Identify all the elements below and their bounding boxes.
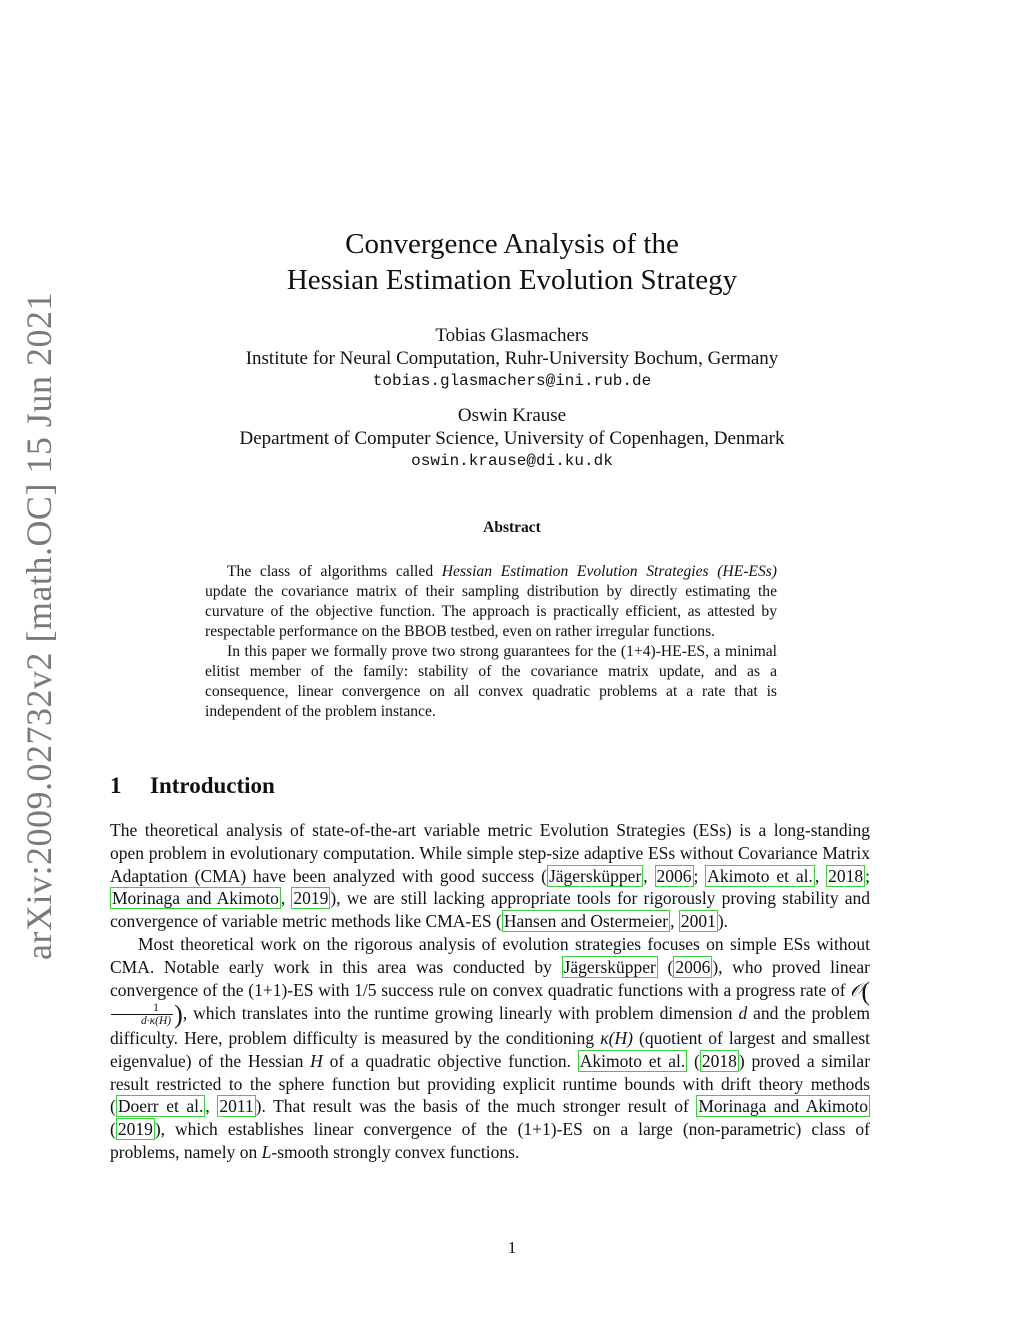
intro-paragraph-1: The theoretical analysis of state-of-the-art variable metric Evolution Strategies (ESs) is a long-standing open problem in evolutionary computation. While simple step-size adaptive ESs without Covariance Matrix Adaptation (CMA) have been analyzed with good success ( Jägersküpper , 2006 ; Akimoto et al. , 2018 ; Morinaga and Akimoto , 2019 ), we are still lacking appropriate tools for rigorously proving stability and convergence of variable metric methods like CMA-ES ( Hansen and Ostermeier , 2001 ). [110,820,871,932]
citation-link[interactable]: Hansen and Ostermeier [503,911,669,932]
arxiv-identifier-stamp: arXiv:2009.02732v2 [math.OC] 15 Jun 2021 [19,292,59,960]
math-paren: ( [861,976,870,1006]
citation-link[interactable]: 2018 [701,1050,737,1071]
fraction-numerator: 1 [111,1002,173,1015]
intro-paragraph-2: Most theoretical work on the rigorous analysis of evolution strategies focuses on simple ESs without CMA. Notable early work in this area was conducted by Jägersküpper ( 2006 ), who proved linear convergence of the (1+1)-ES with 1/5 success rule on convex quadratic functions with a progress rate of 𝒪( $\frac{1}{d\cdot\kappa(H)}$ ), which translates into the runtime growing linearly with problem dimension d and the problem difficulty. Here, problem difficulty is measured by the conditioning κ(H) (quotient of largest and smallest eigenvalue) of the Hessian H of a quadratic objective function. Akimoto et al. ( 2018 ) proved a similar result restricted to the sphere function but providing explicit runtime bounds with drift theory methods ( Doerr et al. , 2011 ). That result was the basis of the much stronger result of Morinaga and Akimoto ( 2019 ), which establishes linear convergence of the (1+1)-ES on a large (non-parametric) class of problems, namely on L-smooth strongly convex functions. [110,933,871,1163]
math-paren: ) [174,999,183,1029]
section-title: Introduction [150,773,275,798]
citation-link[interactable]: 2006 [656,865,692,886]
citation-link[interactable]: Morinaga and Akimoto [112,888,279,909]
intro-text: (quotient of largest and smallest eigenvalue) of the Hessian [110,1028,870,1071]
paper-title-line-2: Hessian Estimation Evolution Strategy [286,264,738,296]
intro-text: ), we are still lacking appropriate tools for rigorously proving stability and convergence of variable metric methods like CMA-ES ( [110,888,870,932]
citation-link[interactable]: Jägersküpper [563,956,656,977]
citation-link[interactable]: 2001 [680,911,716,932]
citation-link[interactable]: 2018 [828,865,864,886]
fraction-denominator: d·κ(H) [141,1015,172,1028]
intro-text: -smooth strongly convex functions. [271,1142,520,1163]
math-variable: L [261,1142,272,1163]
introduction-body [110,819,870,1164]
citation-link[interactable]: 2006 [675,956,711,977]
citation-link[interactable]: Morinaga and Akimoto [698,1096,869,1117]
intro-text: Most theoretical work on the rigorous analysis of evolution strategies focuses on simple ESs without CMA. Notable early work in this area was conducted by [110,933,870,977]
author-2-affiliation: Department of Computer Science, University of Copenhagen, Denmark [239,428,785,449]
intro-text: , which translates into the runtime growing linearly with problem dimension [182,1002,739,1023]
page-number: 1 [507,1238,517,1257]
citation-link[interactable]: 2019 [293,888,329,909]
section-number: 1 [110,773,122,798]
math-fraction [111,1002,173,1027]
paper-title-line-1: Convergence Analysis of the [345,228,679,260]
abstract-emphasis: Hessian Estimation Evolution Strategies (HE-ESs) [441,563,777,580]
author-1-affiliation: Institute for Neural Computation, Ruhr-University Bochum, Germany [245,348,779,369]
intro-text: The theoretical analysis of state-of-the-art variable metric Evolution Strategies (ESs) is a long-standing open problem in evolutionary computation. While simple step-size adaptive ESs without Covariance Matrix Adaptation (CMA) have been analyzed with good success ( [110,820,870,886]
intro-text: proved a similar result restricted to the sphere function but providing explicit runtime bounds with drift theory methods ( [110,1050,871,1117]
abstract-paragraph-2: In this paper we formally prove two strong guarantees for the (1+4)-HE-ES, a minimal elitist member of the family: stability of the covariance matrix update, and as a consequence, linear convergence on all convex quadratic problems at a rate that is independent of the problem instance. [205,643,777,720]
citation-link[interactable]: 2011 [219,1096,254,1117]
author-2-email[interactable]: oswin.krause@di.ku.dk [411,452,613,470]
section-heading-introduction [110,773,275,799]
abstract-heading: Abstract [483,519,541,536]
abstract-text: update the covariance matrix of their sampling distribution by directly estimating the curvature of the objective function. The approach is practically efficient, as attested by respectable performance on the BBOB testbed, even on rather irregular functions. [205,583,777,640]
math-kappa: κ(H) [600,1028,633,1049]
citation-link[interactable]: Akimoto et al. [579,1050,686,1071]
abstract-body [205,562,777,722]
citation-link[interactable]: Jägersküpper [548,865,642,886]
citation-link[interactable]: Akimoto et al. [707,865,813,886]
intro-text: ). That result was the basis of the much stronger result of [255,1096,697,1117]
abstract-text: The class of algorithms called [227,563,442,580]
big-o-symbol: 𝒪 [850,979,862,1000]
abstract-paragraph-1 [205,562,777,642]
author-1-name: Tobias Glasmachers [435,325,589,346]
citation-link[interactable]: 2019 [117,1119,153,1140]
math-variable: H [310,1050,323,1071]
math-variable: d [738,1002,748,1023]
author-1-email[interactable]: tobias.glasmachers@ini.rub.de [372,372,652,390]
intro-text: ). [717,911,729,932]
author-2-name: Oswin Krause [457,405,567,426]
intro-text: of a quadratic objective function. [322,1050,578,1071]
citation-link[interactable]: Doerr et al. [117,1096,204,1117]
intro-text: and the problem difficulty. Here, problem difficulty is measured by the conditioning [110,1002,870,1049]
intro-text: , which establishes linear convergence of the (1+1)-ES on a large (non-parametric) class of problems, namely on [110,1119,870,1163]
intro-text: , who proved linear convergence of the (1+1)-ES with 1/5 success rule on convex quadratic functions with a progress rate of [110,956,871,1000]
